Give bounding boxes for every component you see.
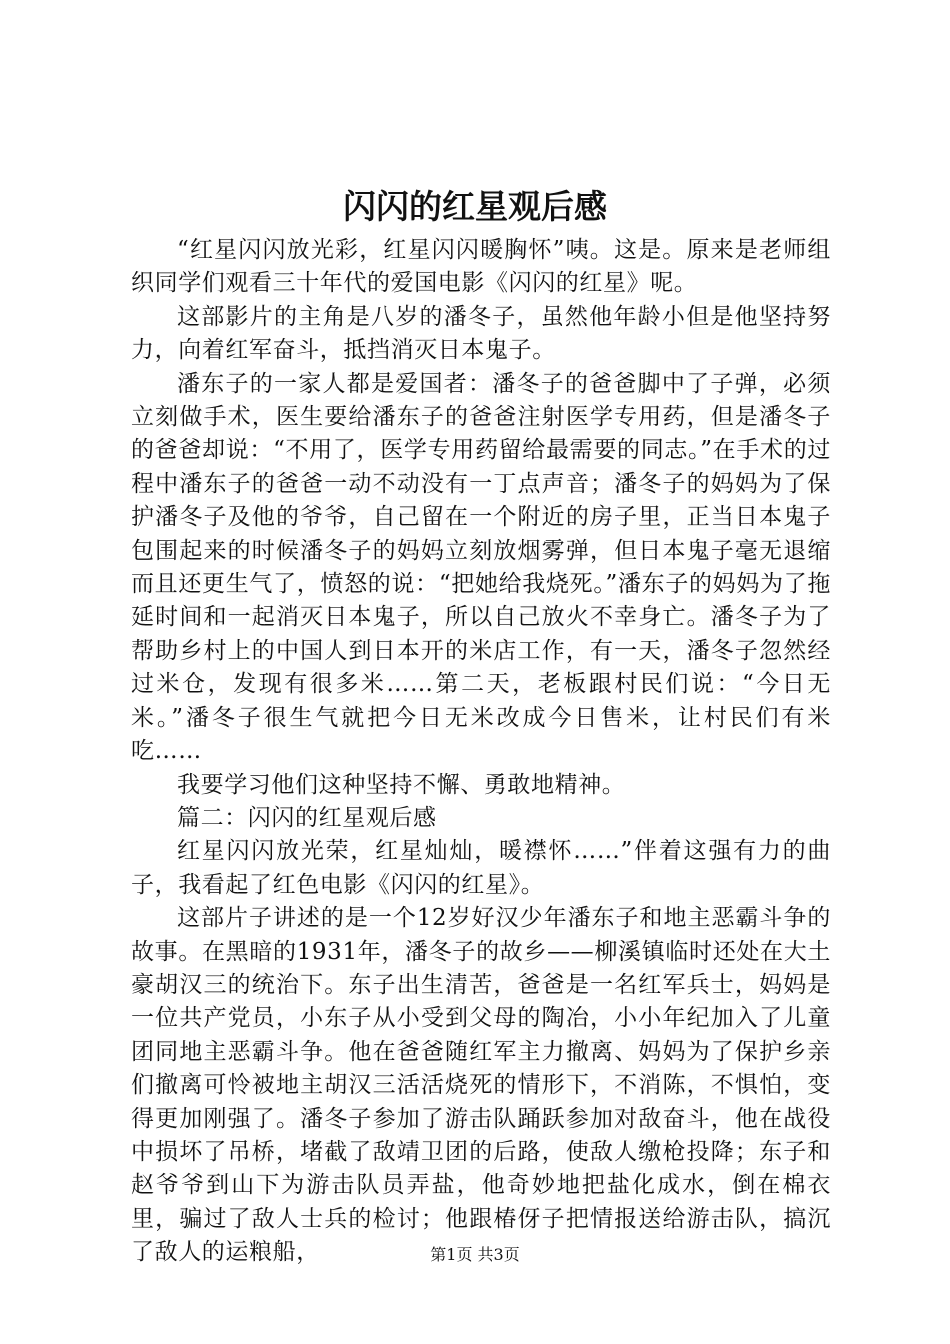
page-footer: 第1页 共3页: [430, 1245, 520, 1264]
paragraph: “红星闪闪放光彩，红星闪闪暖胸怀”咦。这是。原来是老师组织同学们观看三十年代的爱国电影《闪闪的红星》呢。: [131, 237, 831, 297]
paragraph: 红星闪闪放光荣，红星灿灿，暖襟怀……”伴着这强有力的曲子，我看起了红色电影《闪闪的红星》。: [131, 838, 831, 898]
section-heading: 篇二：闪闪的红星观后感: [177, 804, 437, 831]
paragraph: 这部影片的主角是八岁的潘冬子，虽然他年龄小但是他坚持努力，向着红军奋斗，抵挡消灭日本鬼子。: [131, 303, 831, 364]
paragraph: 我要学习他们这种坚持不懈、勇敢地精神。: [177, 771, 626, 798]
document-title: 闪闪的红星观后感: [343, 187, 607, 226]
paragraph: 潘东子的一家人都是爱国者：潘冬子的爸爸脚中了子弹，必须立刻做手术，医生要给潘东子的爸爸注射医学专用药，但是潘冬子的爸爸却说：“不用了，医学专用药留给最需要的同志。”在手术的过程中潘东子的爸爸一动不动没有一丁点声音；潘冬子的妈妈为了保护潘冬子及他的爷爷，自己留在一个附近的房子里，正当日本鬼子包围起来的时候潘冬子的妈妈立刻放烟雾弹，但日本鬼子毫无退缩而且还更生气了，愤怒的说：“把她给我烧死。”潘东子的妈妈为了拖延时间和一起消灭日本鬼子，所以自己放火不幸身亡。潘冬子为了帮助乡村上的中国人到日本开的米店工作，有一天，潘冬子忽然经过米仓，发现有很多米……第二天，老板跟村民们说：“今日无米。”潘冬子很生气就把今日无米改成今日售米，让村民们有米吃……: [131, 370, 831, 765]
document-body: [131, 234, 831, 1270]
paragraph: 这部片子讲述的是一个12岁好汉少年潘东子和地主恶霸斗争的故事。在黑暗的1931年，潘冬子的故乡——柳溪镇临时还处在大土豪胡汉三的统治下。东子出生清苦，爸爸是一名红军兵士，妈妈是一位共产党员，小东子从小受到父母的陶冶，小小年纪加入了儿童团同地主恶霸斗争。他在爸爸随红军主力撤离、妈妈为了保护乡亲们撤离可怜被地主胡汉三活活烧死的情形下，不消陈，不惧怕，变得更加刚强了。潘冬子参加了游击队踊跃参加对敌奋斗，他在战役中损坏了吊桥，堵截了敌靖卫团的后路，使敌人缴枪投降；东子和赵爷爷到山下为游击队员弄盐，他奇妙地把盐化成水，倒在棉衣里，骗过了敌人士兵的检讨；他跟椿伢子把情报送给游击队，搞沉了敌人的运粮船，: [131, 905, 831, 1266]
